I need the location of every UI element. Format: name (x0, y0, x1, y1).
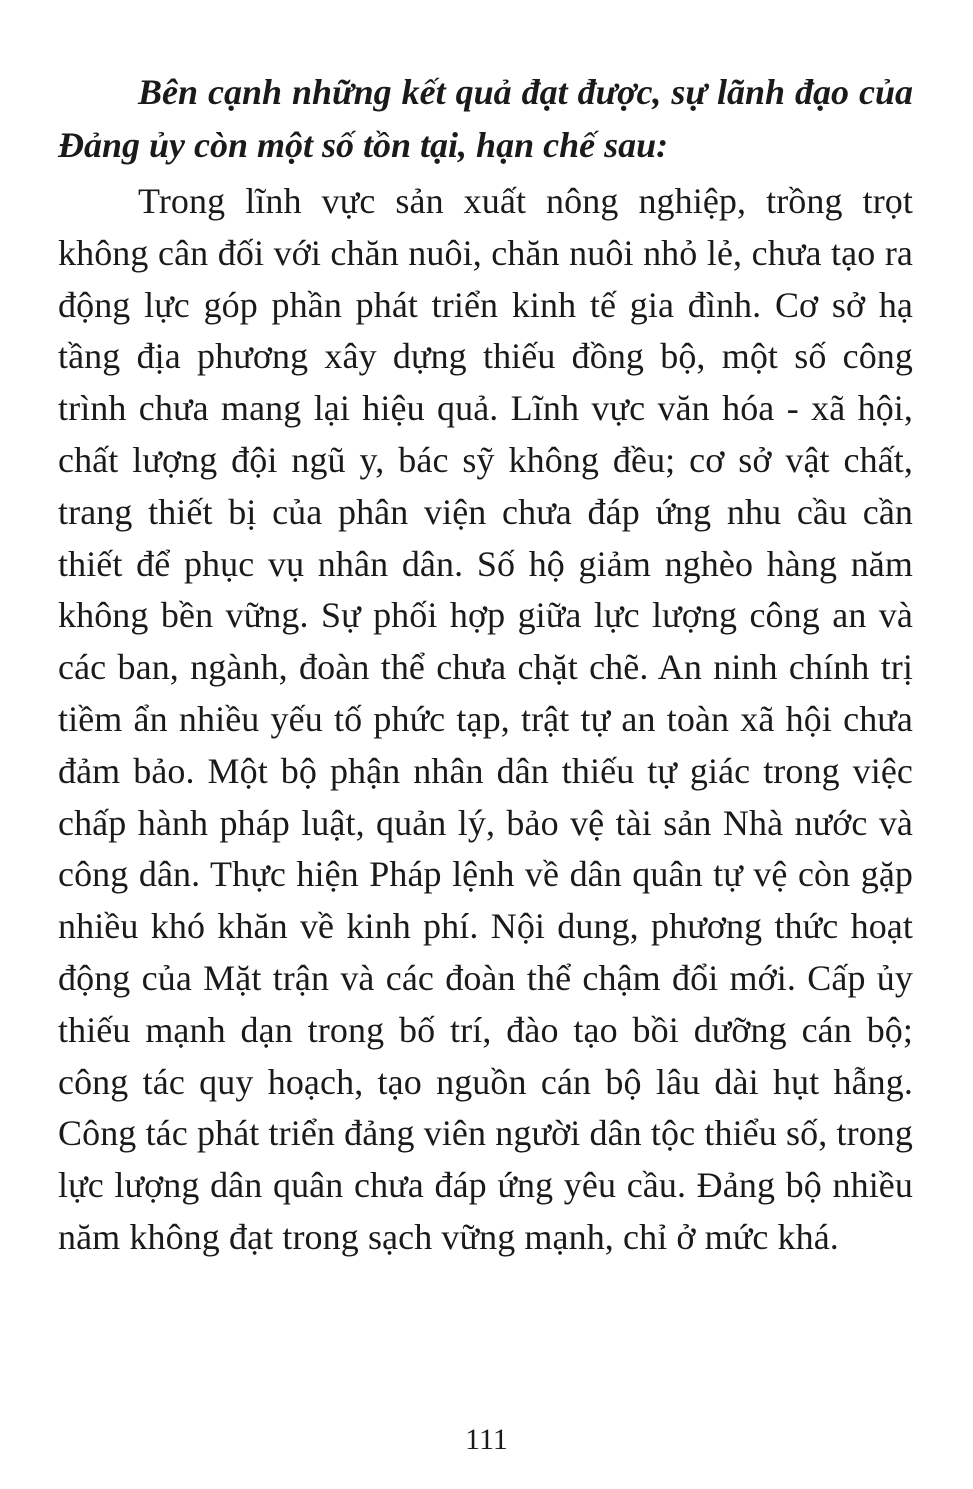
page-number: 111 (465, 1423, 508, 1456)
section-heading: Bên cạnh những kết quả đạt được, sự lãnh đạo của Đảng ủy còn một số tồn tại, hạn chế sau: (58, 72, 913, 165)
body-paragraph: Trong lĩnh vực sản xuất nông nghiệp, trồng trọt không cân đối với chăn nuôi, chăn nuôi nhỏ lẻ, chưa tạo ra động lực góp phần phát triển kinh tế gia đình. Cơ sở hạ tầng địa phương xây dựng thiếu đồng bộ, một số công trình chưa mang lại hiệu quả. Lĩnh vực văn hóa - xã hội, chất lượng đội ngũ y, bác sỹ không đều; cơ sở vật chất, trang thiết bị của phân viện chưa đáp ứng nhu cầu cần thiết để phục vụ nhân dân. Số hộ giảm nghèo hàng năm không bền vững. Sự phối hợp giữa lực lượng công an và các ban, ngành, đoàn thể chưa chặt chẽ. An ninh chính trị tiềm ẩn nhiều yếu tố phức tạp, trật tự an toàn xã hội chưa đảm bảo. Một bộ phận nhân dân thiếu tự giác trong việc chấp hành pháp luật, quản lý, bảo vệ tài sản Nhà nước và công dân. Thực hiện Pháp lệnh về dân quân tự vệ còn gặp nhiều khó khăn về kinh phí. Nội dung, phương thức hoạt động của Mặt trận và các đoàn thể chậm đổi mới. Cấp ủy thiếu mạnh dạn trong bố trí, đào tạo bồi dưỡng cán bộ; công tác quy hoạch, tạo nguồn cán bộ lâu dài hụt hẫng. Công tác phát triển đảng viên người dân tộc thiểu số, trong lực lượng dân quân chưa đáp ứng yêu cầu. Đảng bộ nhiều năm không đạt trong sạch vững mạnh, chỉ ở mức khá. (58, 181, 913, 1257)
